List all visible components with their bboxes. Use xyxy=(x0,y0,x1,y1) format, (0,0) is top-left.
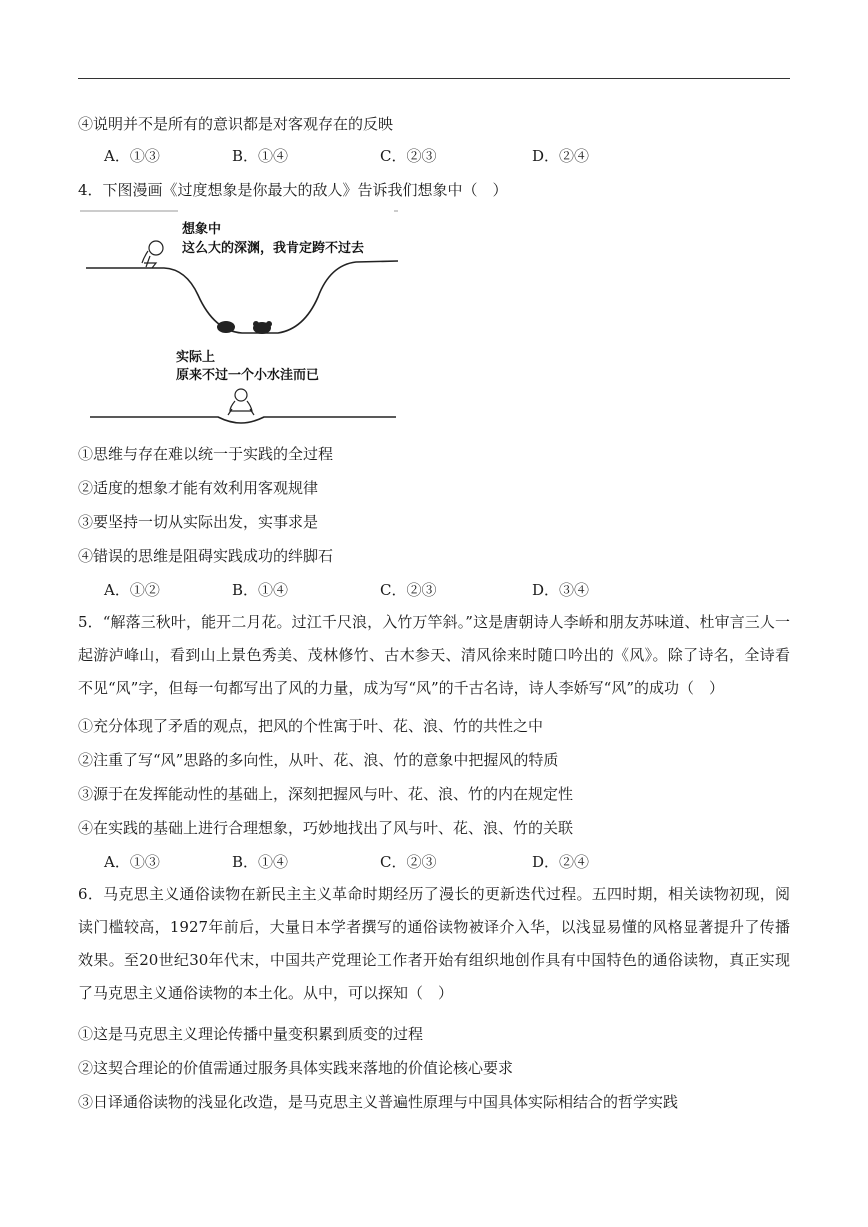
cartoon-image xyxy=(78,205,418,435)
puddle-outline xyxy=(90,417,396,423)
q4-item-1: ①思维与存在难以统一于实践的全过程 xyxy=(78,445,334,463)
caption-imagined-text: 这么大的深渊，我肯定跨不过去 xyxy=(182,241,365,256)
q3-item-4: ④说明并不是所有的意识都是对客观存在的反映 xyxy=(78,115,394,133)
figure-imagined xyxy=(142,241,163,268)
q4-item-2: ②适度的想象才能有效利用客观规律 xyxy=(78,479,319,497)
q5-stem: 5．“解落三秋叶，能开二月花。过江千尺浪，入竹万竿斜。”这是唐朝诗人李峤和朋友苏味道、杜审言三人一起游泸峰山，看到山上景色秀美、茂林修竹、古木参天、清风徐来时随口吟出的《风》。除了诗名，全诗看不见“风”字，但每一句都写出了风的力量，成为写“风”的千古名诗，诗人李娇写“风”的成功（ ） xyxy=(78,613,790,697)
q4-options xyxy=(104,580,784,600)
q4-option-a: A．①② xyxy=(104,581,160,599)
q5-item-2: ②注重了写“风”思路的多向性，从叶、花、浪、竹的意象中把握风的特质 xyxy=(78,751,559,769)
q4-option-d: D．③④ xyxy=(532,581,590,599)
q5-option-d: D．②④ xyxy=(532,853,590,871)
q3-options xyxy=(104,146,784,166)
rock xyxy=(217,321,235,333)
q4-item-4: ④错误的思维是阻碍实践成功的绊脚石 xyxy=(78,547,334,565)
q6-item-2: ②这契合理论的价值需通过服务具体实践来落地的价值论核心要求 xyxy=(78,1059,514,1077)
q6-item-3: ③日译通俗读物的浅显化改造，是马克思主义普遍性原理与中国具体实际相结合的哲学实践 xyxy=(78,1093,679,1111)
figure-actual xyxy=(228,389,254,415)
q5-option-b: B．①④ xyxy=(232,853,289,871)
q6-stem: 6．马克思主义通俗读物在新民主主义革命时期经历了漫长的更新迭代过程。五四时期，相关读物初现，阅读门槛较高，1927年前后，大量日本学者撰写的通俗读物被译介入华，以浅显易懂的风格显著提升了传播效果。至20世纪30年代末，中国共产党理论工作者开始有组织地创作具有中国特色的通俗读物，真正实现了马克思主义通俗读物的本土化。从中，可以探知（ ） xyxy=(78,885,790,1002)
q4-option-c: C．②③ xyxy=(380,581,437,599)
q3-option-c: C．②③ xyxy=(380,147,437,165)
q5-option-a: A．①③ xyxy=(104,853,160,871)
q3-option-d: D．②④ xyxy=(532,147,590,165)
caption-imagined-title: 想象中 xyxy=(182,222,222,237)
q5-options xyxy=(104,852,784,872)
abyss-outline xyxy=(86,261,398,333)
q5-option-c: C．②③ xyxy=(380,853,437,871)
q3-option-b: B．①④ xyxy=(232,147,289,165)
q3-option-a: A．①③ xyxy=(104,147,160,165)
q5-item-3: ③源于在发挥能动性的基础上，深刻把握风与叶、花、浪、竹的内在规定性 xyxy=(78,785,574,803)
q5-item-4: ④在实践的基础上进行合理想象，巧妙地找出了风与叶、花、浪、竹的关联 xyxy=(78,819,574,837)
caption-actual-title: 实际上 xyxy=(176,350,216,365)
q4-option-b: B．①④ xyxy=(232,581,289,599)
q4-item-3: ③要坚持一切从实际出发，实事求是 xyxy=(78,513,319,531)
q4-stem: 4．下图漫画《过度想象是你最大的敌人》告诉我们想象中（ ） xyxy=(78,181,508,199)
q5-item-1: ①充分体现了矛盾的观点，把风的个性寓于叶、花、浪、竹的共性之中 xyxy=(78,717,544,735)
caption-actual-text: 原来不过一个小水洼而已 xyxy=(176,368,320,383)
header-rule xyxy=(78,78,790,79)
q6-item-1: ①这是马克思主义理论传播中量变积累到质变的过程 xyxy=(78,1025,424,1043)
